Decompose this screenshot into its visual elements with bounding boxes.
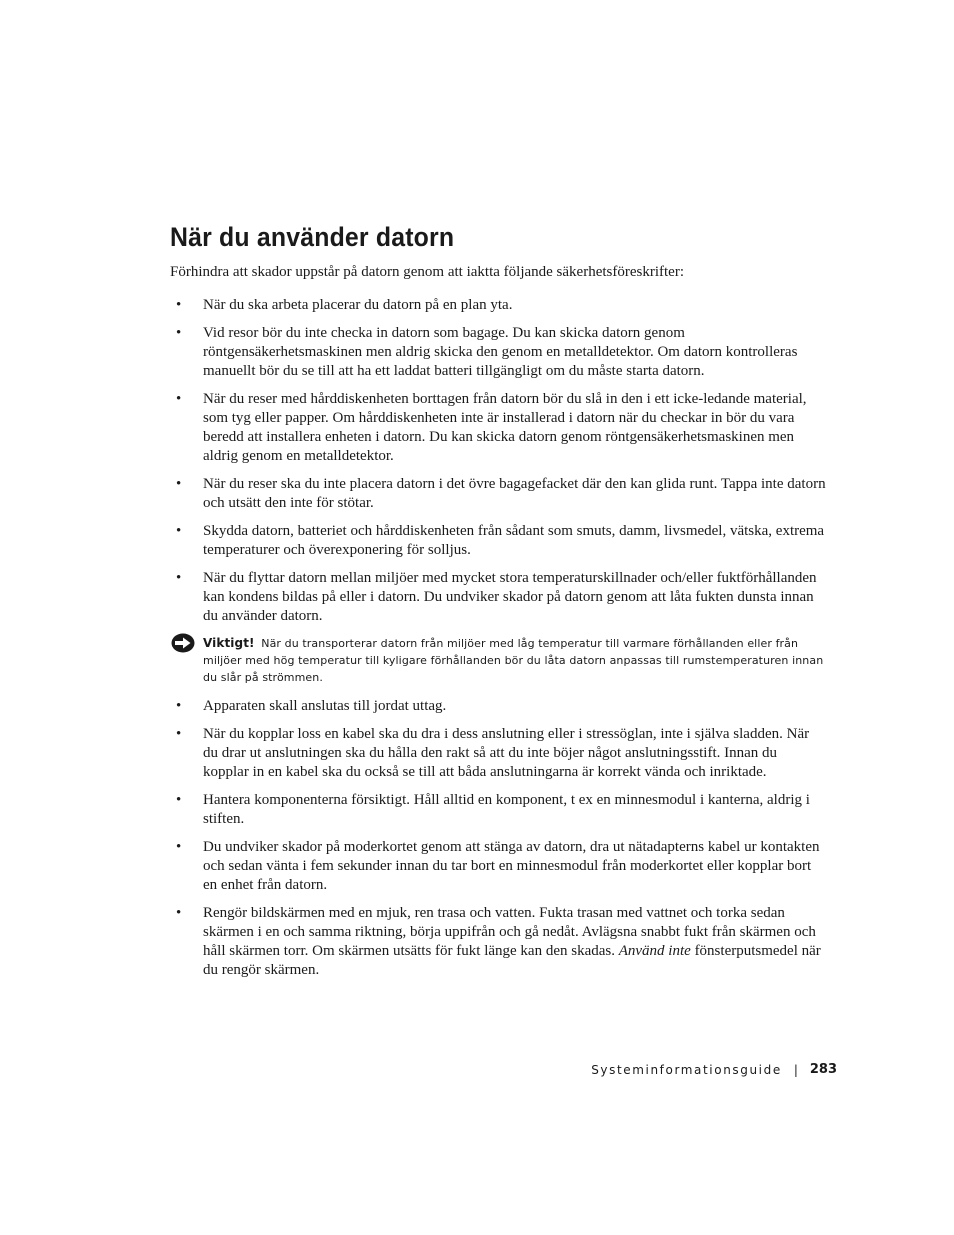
notice-text: När du transporterar datorn från miljöer med låg temperatur till varmare förhållanden eller från miljöer med hög temperatur till kyligare förhållanden bör du låta datorn anpassas till rumstemperaturen innan du slår på strömmen. [203,637,824,684]
list-item [170,324,826,381]
list-item-text: Skydda datorn, batteriet och hårddiskenheten från sådant som smuts, damm, livsmedel, vätska, extrema temperaturer och överexponering för solljus. [203,523,825,558]
guide-title: Systeminformationsguide [591,1062,782,1077]
list-item [170,791,826,829]
list-item-text [203,905,821,978]
page-number: 283 [809,1062,837,1077]
list-item [170,390,826,466]
precautions-list [170,296,826,626]
bullet-icon: • [176,297,182,313]
bullet-icon: • [176,570,182,586]
list-item-text: När du reser med hårddiskenheten borttagen från datorn bör du slå in den i ett icke-ledande material, som tyg eller papper. Om hårddiskenheten inte är installerad i datorn när du checkar in bör du vara beredd att installera enheten i datorn. Du kan skicka datorn genom röntgensäkerhetsmaskinen men aldrig genom en metalldetektor. [203,391,807,464]
list-item [170,296,826,315]
page-footer [591,1062,837,1077]
bullet-icon: • [176,792,182,808]
list-item [170,475,826,513]
list-item-text: Apparaten skall anslutas till jordat uttag. [203,698,447,714]
notice-label: Viktigt! [203,636,255,650]
notice-box [170,635,826,686]
bullet-icon: • [176,905,182,921]
bullet-icon: • [176,391,182,407]
precautions-list-continued [170,697,826,980]
list-item-text-end: fönsterputsmedel när du rengör skärmen. [203,943,821,978]
list-item-text: Du undviker skador på moderkortet genom att stänga av datorn, dra ut nätadapterns kabel ur kontakten och sedan vänta i fem sekunder innan du tar bort en minnesmodul från moderkortet eller kopplar bort en enhet från datorn. [203,839,820,893]
section-heading: När du använder datorn [170,222,455,252]
list-item [170,838,826,895]
list-item-text: När du reser ska du inte placera datorn i det övre bagagefacket där den kan glida runt. Tappa inte datorn och utsätt den inte för stötar. [203,476,826,511]
list-item-text: Vid resor bör du inte checka in datorn som bagage. Du kan skicka datorn genom röntgensäkerhetsmaskinen men aldrig skicka den genom en metalldetektor. Om datorn kontrolleras manuellt bör du se till att ha ett laddat batteri tillgängligt om du måste starta datorn. [203,325,798,379]
bullet-icon: • [176,523,182,539]
bullet-icon: • [176,325,182,341]
bullet-icon: • [176,698,182,714]
list-item-text-start: Rengör bildskärmen med en mjuk, ren trasa och vatten. Fukta trasan med vattnet och torka sedan skärmen i en och samma riktning, börja uppifrån och gå nedåt. Avlägsna snabbt fukt från skärmen och håll skärmen torr. Om skärmen utsätts för fukt länge kan den skadas. [203,905,816,959]
list-item-text: När du ska arbeta placerar du datorn på en plan yta. [203,297,513,313]
intro-paragraph: Förhindra att skador uppstår på datorn genom att iaktta följande säkerhetsföreskrifter: [170,264,684,280]
list-item [170,697,826,716]
list-item-text: När du kopplar loss en kabel ska du dra i dess anslutning eller i stressöglan, inte i själva sladden. När du drar ut anslutningen ska du hålla den rakt så att du inte böjer något anslutningsstift. Innan du kopplar in en kabel ska du också se till att båda anslutningarna är korrekt vända och inriktade. [203,726,810,780]
notice-arrow-icon [171,633,195,653]
list-item-text: Hantera komponenterna försiktigt. Håll alltid en komponent, t ex en minnesmodul i kanterna, aldrig i stiften. [203,792,810,827]
bullet-icon: • [176,476,182,492]
footer-separator: | [793,1062,798,1077]
bullet-icon: • [176,726,182,742]
list-item [170,725,826,782]
list-item-text: När du flyttar datorn mellan miljöer med mycket stora temperaturskillnader och/eller fuktförhållanden kan kondens bildas på eller i datorn. Du undviker skador på datorn genom att låta fukten dunsta innan du använder datorn. [203,570,817,624]
bullet-icon: • [176,839,182,855]
list-item [170,522,826,560]
list-item [170,569,826,626]
list-item [170,904,826,980]
page-content [170,222,826,989]
emphasis-text: Använd inte [618,943,691,959]
